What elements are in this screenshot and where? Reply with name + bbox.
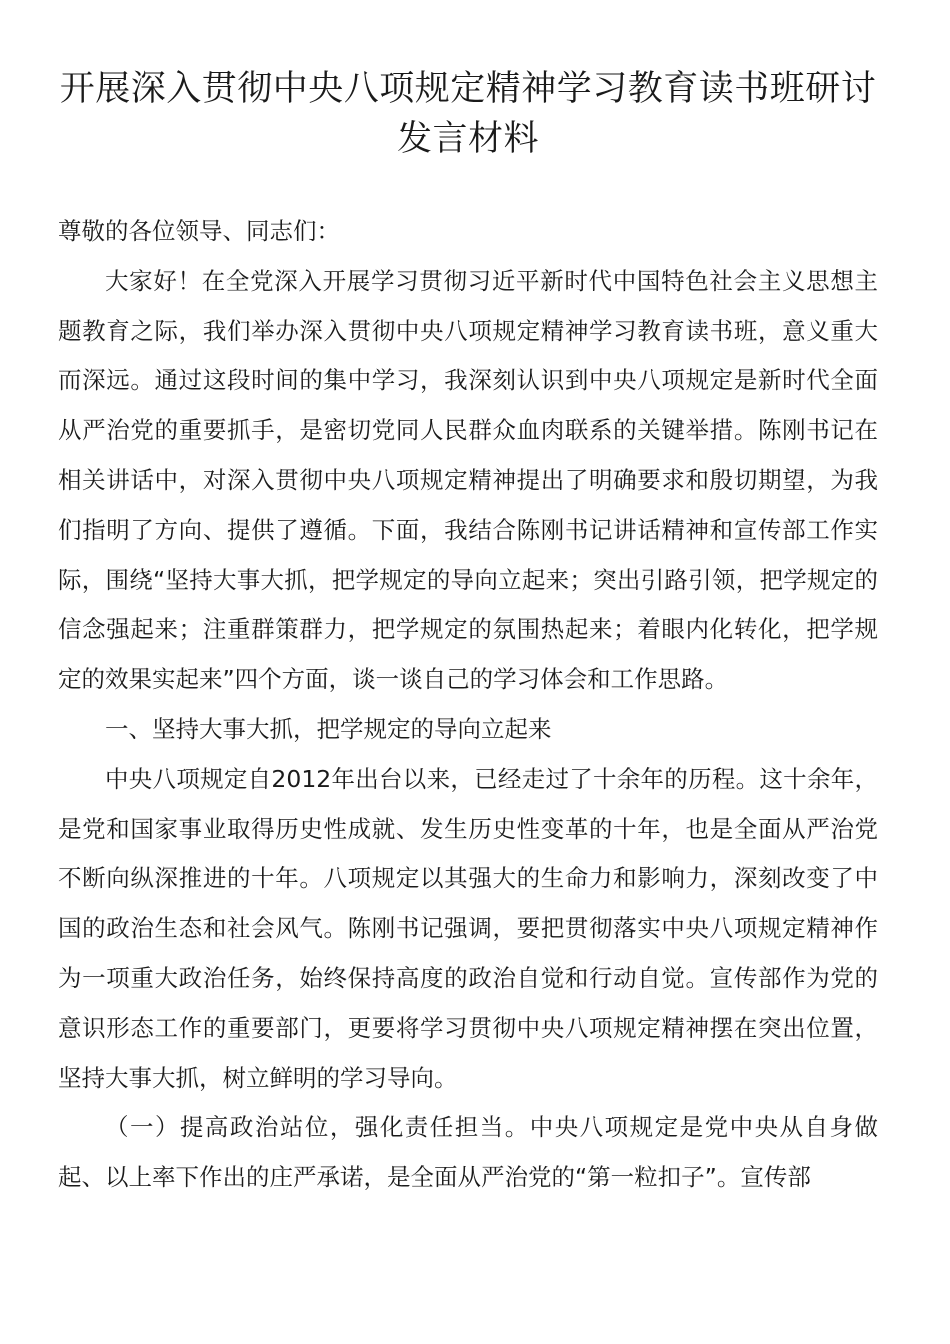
subsection-1-paragraph: （一）提高政治站位，强化责任担当。中央八项规定是党中央从自身做起、以上率下作出的庄严承诺，是全面从严治党的“第一粒扣子”。宣传部 (58, 1113, 878, 1192)
document-body (58, 207, 878, 1203)
document-page (58, 64, 878, 1203)
document-title: 开展深入贯彻中央八项规定精神学习教育读书班研讨发言材料 (59, 69, 877, 159)
salutation: 尊敬的各位领导、同志们： (58, 217, 340, 245)
intro-paragraph: 大家好！在全党深入开展学习贯彻习近平新时代中国特色社会主义思想主题教育之际，我们举办深入贯彻中央八项规定精神学习教育读书班，意义重大而深远。通过这段时间的集中学习，我深刻认识到中央八项规定是新时代全面从严治党的重要抓手，是密切党同人民群众血肉联系的关键举措。陈刚书记在相关讲话中，对深入贯彻中央八项规定精神提出了明确要求和殷切期望，为我们指明了方向、提供了遵循。下面，我结合陈刚书记讲话精神和宣传部工作实际，围绕“坚持大事大抓，把学规定的导向立起来；突出引路引领，把学规定的信念强起来；注重群策群力，把学规定的氛围热起来；着眼内化转化，把学规定的效果实起来”四个方面，谈一谈自己的学习体会和工作思路。 (58, 266, 878, 694)
section-1-heading: 一、坚持大事大抓，把学规定的导向立起来 (105, 714, 552, 743)
section-1-paragraph: 中央八项规定自2012年出台以来，已经走过了十余年的历程。这十余年，是党和国家事业取得历史性成就、发生历史性变革的十年，也是全面从严治党不断向纵深推进的十年。八项规定以其强大的生命力和影响力，深刻改变了中国的政治生态和社会风气。陈刚书记强调，要把贯彻落实中央八项规定精神作为一项重大政治任务，始终保持高度的政治自觉和行动自觉。宣传部作为党的意识形态工作的重要部门，更要将学习贯彻中央八项规定精神摆在突出位置，坚持大事大抓，树立鲜明的学习导向。 (58, 764, 878, 1092)
